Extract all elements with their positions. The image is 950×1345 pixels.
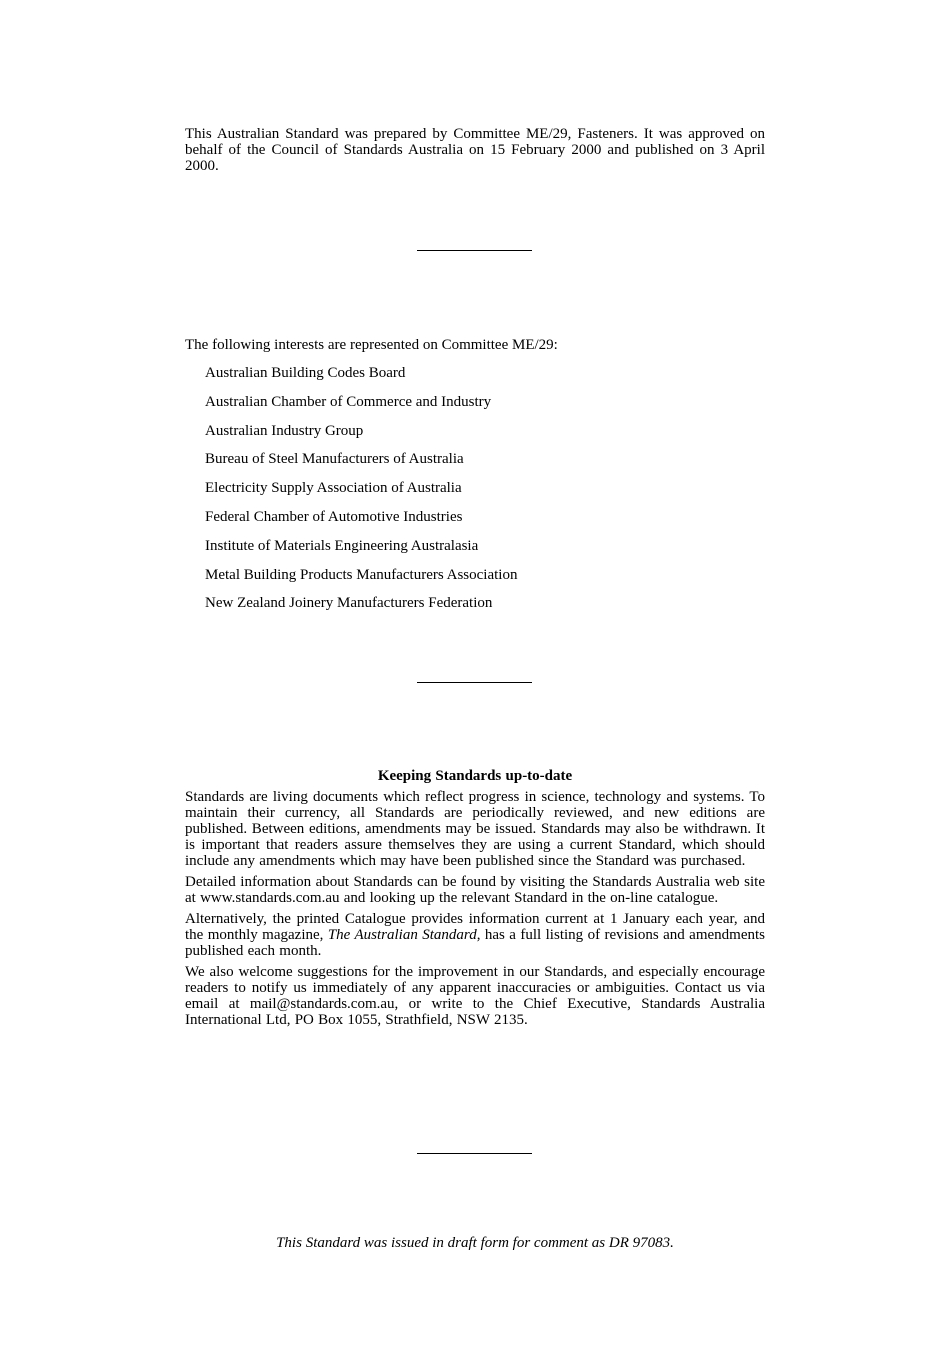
draft-note: This Standard was issued in draft form for comment as DR 97083. [276, 1235, 674, 1251]
committee-interests [185, 337, 765, 624]
committee-intro: The following interests are represented on Committee ME/29: [185, 337, 558, 353]
keeping-standards-section [185, 768, 765, 1033]
section-divider [417, 682, 532, 683]
committee-member: Australian Building Codes Board [205, 365, 406, 381]
section-divider [417, 1153, 532, 1154]
paragraph [185, 911, 765, 959]
section-divider [417, 250, 532, 251]
committee-member: Federal Chamber of Automotive Industries [205, 508, 463, 525]
committee-member: Institute of Materials Engineering Australasia [205, 537, 479, 554]
publication-title: The Australian Standard [327, 927, 477, 943]
committee-member: New Zealand Joinery Manufacturers Federation [205, 595, 493, 612]
committee-member: Electricity Supply Association of Australia [205, 480, 462, 497]
paragraph: We also welcome suggestions for the improvement in our Standards, and especially encourage readers to notify us immediately of any apparent inaccuracies or ambiguities. Contact us via email at mail@standards.com.au, or write to the Chief Executive, Standards Australia International Ltd, PO Box 1055, Strathfield, NSW 2135. [185, 964, 765, 1028]
preparation-statement: This Australian Standard was prepared by Committee ME/29, Fasteners. It was approved on behalf of the Council of Standards Australia on 15 February 2000 and published on 3 April 2000. [185, 126, 765, 174]
paragraph: Detailed information about Standards can be found by visiting the Standards Australia web site at www.standards.com.au and looking up the relevant Standard in the on-line catalogue. [185, 874, 765, 906]
paragraph-text: , has a full listing of revisions and amendments published each month. [185, 927, 765, 959]
section-heading: Keeping Standards up-to-date [377, 768, 573, 784]
paragraph-text: Alternatively, the printed Catalogue provides information current at 1 January each year, and the monthly magazine, [185, 911, 765, 943]
committee-member-list [185, 365, 765, 624]
committee-member: Metal Building Products Manufacturers Association [205, 566, 518, 583]
committee-member: Australian Industry Group [205, 422, 364, 439]
committee-member: Australian Chamber of Commerce and Industry [205, 393, 492, 410]
committee-member: Bureau of Steel Manufacturers of Australia [205, 451, 464, 468]
paragraph: Standards are living documents which reflect progress in science, technology and systems. To maintain their currency, all Standards are periodically reviewed, and new editions are published. Between editions, amendments may be issued. Standards may also be withdrawn. It is important that readers assure themselves they are using a current Standard, which should include any amendments which may have been published since the Standard was purchased. [185, 789, 765, 869]
